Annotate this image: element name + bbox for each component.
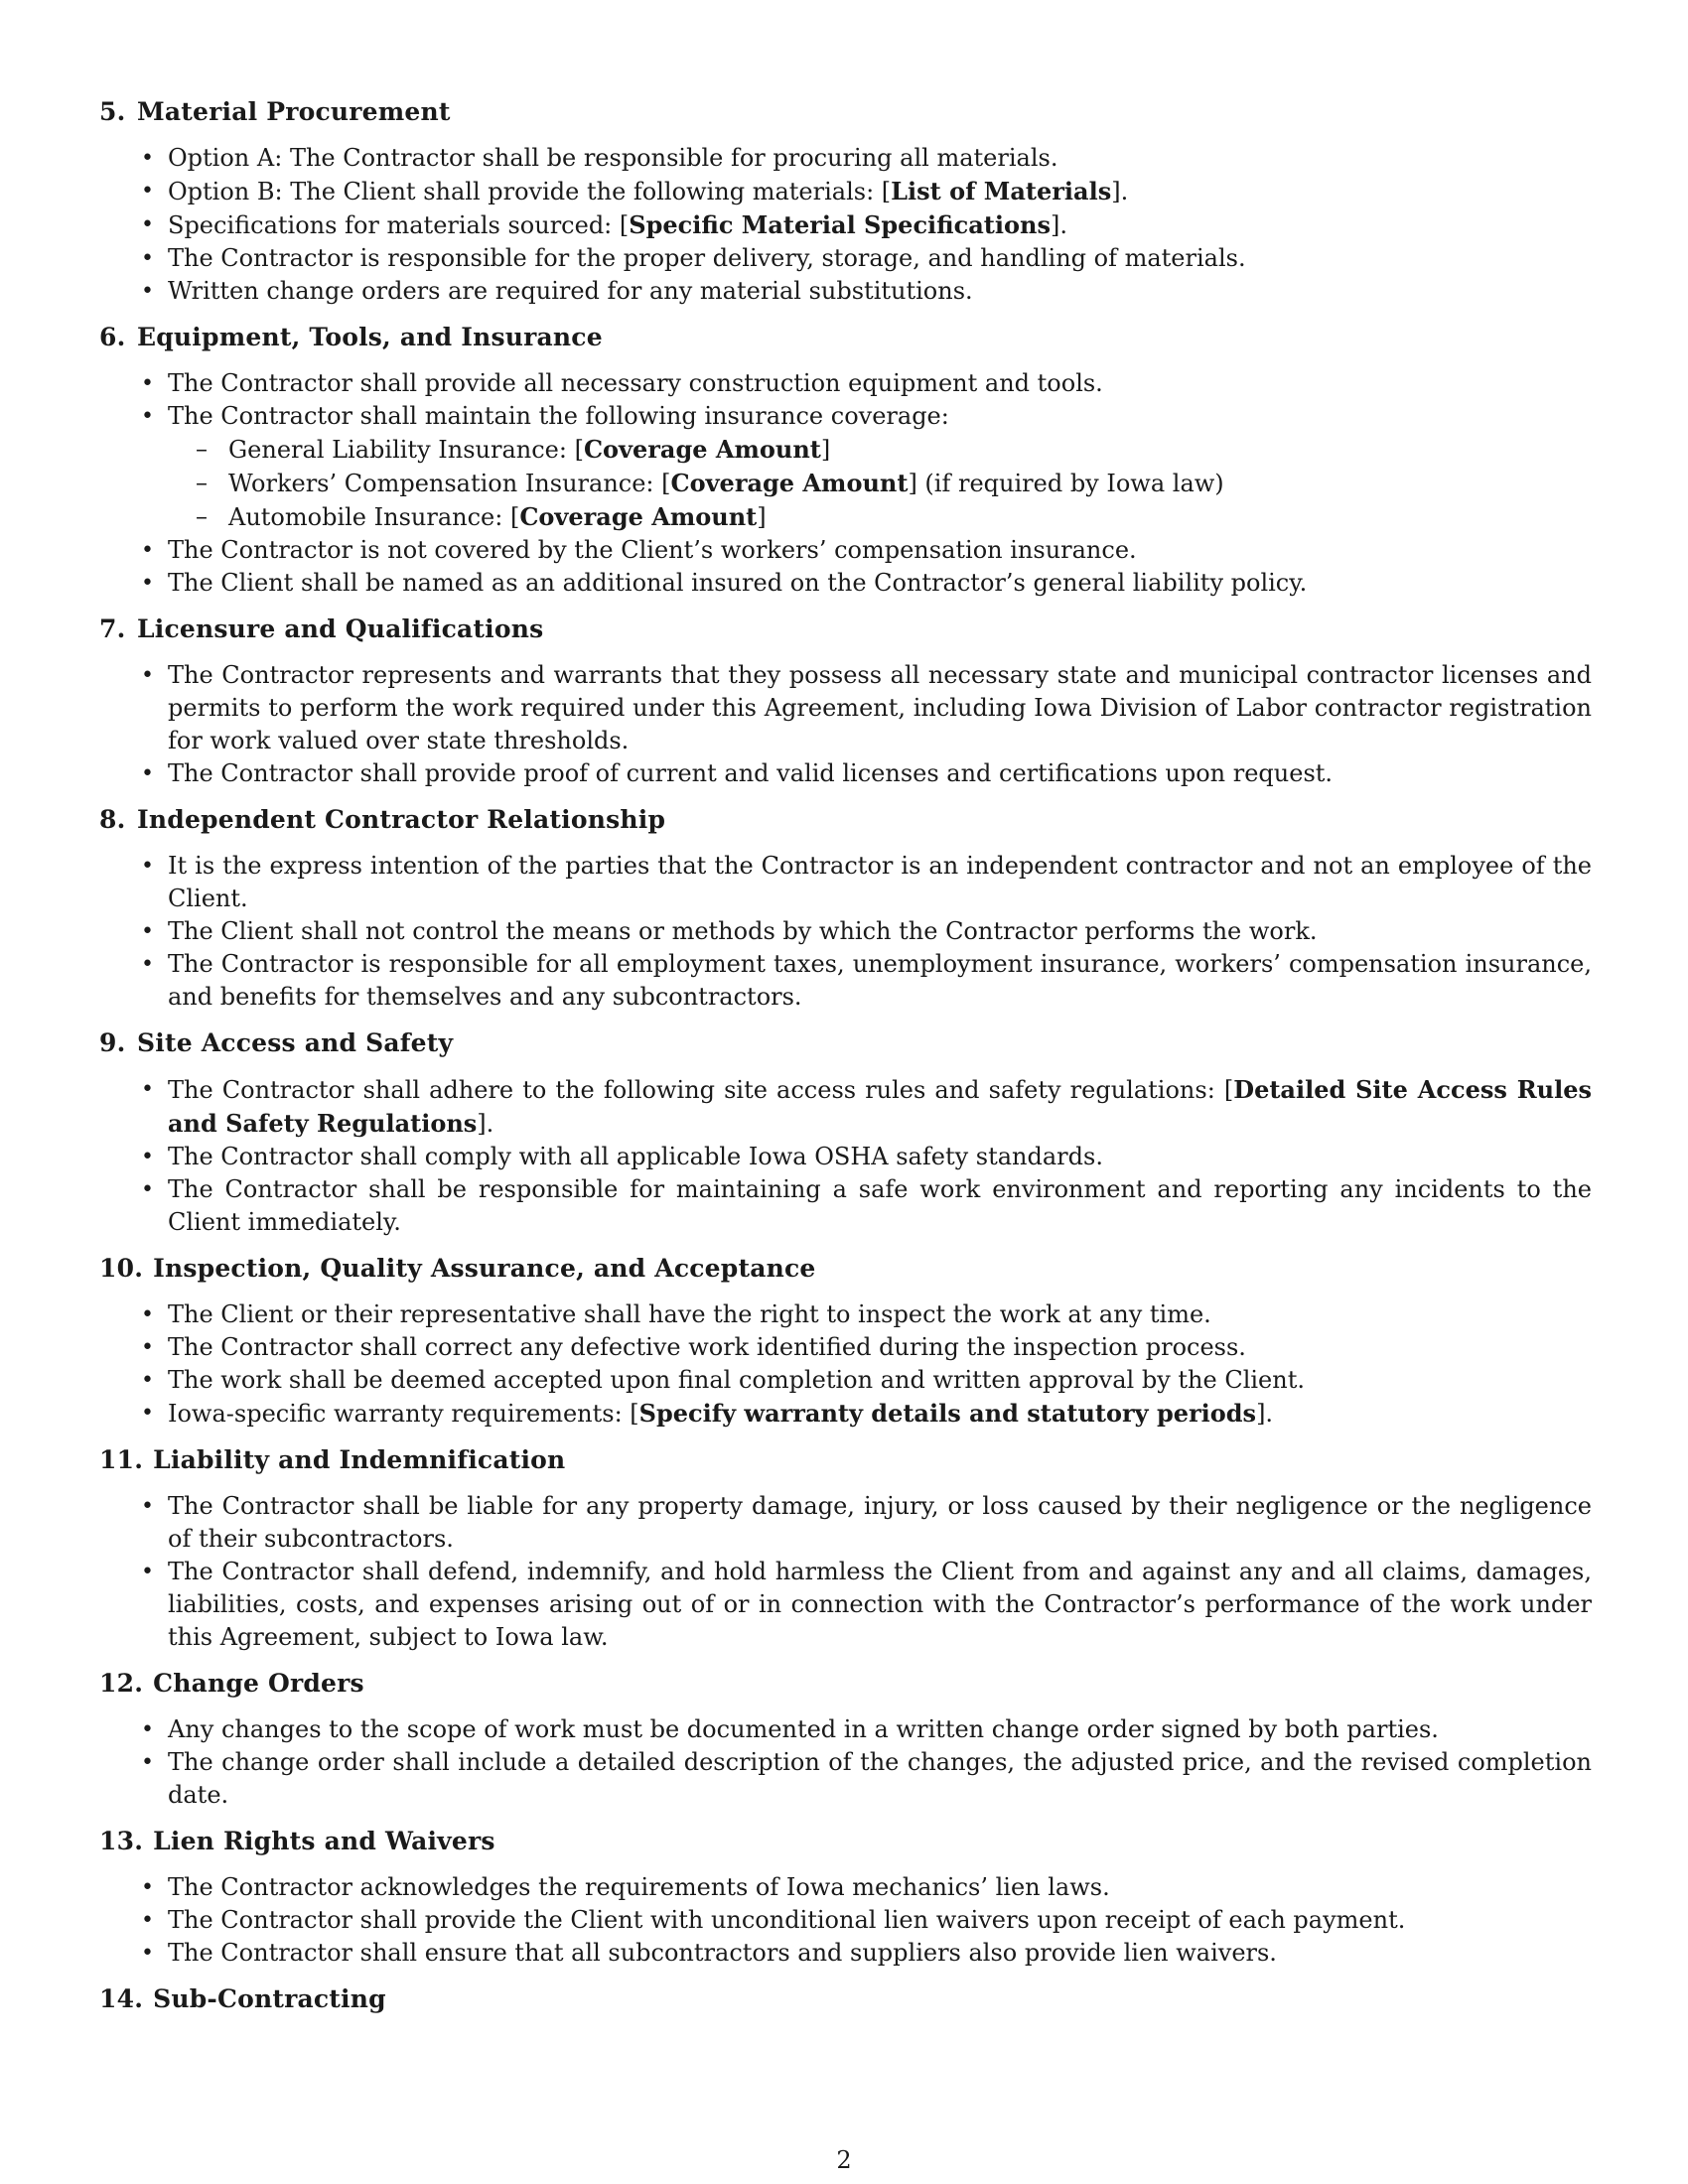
item-text: The Contractor acknowledges the requirements of Iowa mechanics’ lien laws. [168,1873,1110,1901]
list-item [99,275,1592,308]
item-text: The Contractor shall ensure that all subcontractors and suppliers also provide lien waivers. [168,1939,1277,1967]
section-heading [99,95,1592,128]
dash-icon: – [196,435,208,463]
sub-list [168,433,1592,534]
section-material-procurement [99,95,1592,308]
section-licensure-and-qualifications [99,613,1592,790]
list-item [99,948,1592,1014]
item-text: Automobile Insurance: [ [228,503,520,531]
item-text: Any changes to the scope of work must be documented in a written change order signed by both parties. [168,1715,1439,1743]
list-item [99,567,1592,600]
item-text: The change order shall include a detailed description of the changes, the adjusted price, and the revised completion date. [168,1748,1592,1809]
bullet-icon: • [141,761,154,786]
section-number: 6. [99,323,126,351]
bullet-icon: • [141,146,154,171]
placeholder-field: Coverage Amount [670,469,909,497]
bullet-icon: • [141,371,154,396]
item-text: ]. [1050,211,1067,239]
section-title: Lien Rights and Waivers [153,1827,495,1855]
item-text: ]. [1111,178,1129,205]
sub-list-item [168,467,1592,500]
list-item [99,757,1592,790]
list-item [99,1298,1592,1331]
placeholder-field: Coverage Amount [583,435,821,464]
section-heading [99,1982,1592,2015]
list-item [99,1871,1592,1904]
list-item [99,1556,1592,1654]
item-text: The Contractor is responsible for the proper delivery, storage, and handling of materials. [168,244,1246,272]
item-text: The Contractor shall adhere to the following site access rules and safety regulations: [ [168,1076,1234,1104]
bullet-icon: • [141,1908,154,1933]
bullet-icon: • [141,919,154,944]
item-text: ] [820,436,831,464]
item-text: The Contractor shall be liable for any property damage, injury, or loss caused by their negligence or the negligence of their subcontractors. [168,1492,1592,1553]
bullet-icon: • [141,1302,154,1327]
bullet-icon: • [141,571,154,596]
item-text: ]. [1256,1400,1274,1428]
list-item [99,142,1592,175]
section-number: 8. [99,805,126,834]
list-item [99,1073,1592,1141]
section-number: 10. [99,1254,144,1283]
list-item [99,1397,1592,1431]
bullet-list [99,1871,1592,1970]
section-inspection-quality-assurance-and-acceptance [99,1252,1592,1431]
list-item [99,850,1592,915]
list-item [99,1713,1592,1746]
list-item [99,1490,1592,1556]
section-change-orders [99,1667,1592,1812]
list-item [99,367,1592,400]
bullet-list [99,1713,1592,1812]
section-title: Material Procurement [137,97,451,126]
list-item [99,208,1592,242]
bullet-icon: • [141,538,154,563]
item-text: Specifications for materials sourced: [ [168,211,630,239]
section-heading [99,1443,1592,1476]
bullet-icon: • [141,279,154,304]
section-lien-rights-and-waivers [99,1825,1592,1970]
section-title: Licensure and Qualifications [137,614,544,643]
section-title: Change Orders [153,1669,364,1698]
section-number: 13. [99,1827,144,1855]
dash-icon: – [196,502,208,530]
section-heading [99,321,1592,353]
list-item [99,1364,1592,1397]
section-title: Site Access and Safety [137,1028,454,1057]
section-title: Independent Contractor Relationship [137,805,666,834]
item-text: Written change orders are required for any material substitutions. [168,277,973,305]
list-item [99,1904,1592,1937]
item-text: The work shall be deemed accepted upon final completion and written approval by the Client. [168,1366,1305,1394]
bullet-icon: • [141,1335,154,1360]
section-heading [99,613,1592,645]
placeholder-field: Coverage Amount [519,502,758,531]
bullet-icon: • [141,1177,154,1202]
dash-icon: – [196,469,208,496]
item-text: The Contractor is not covered by the Client’s workers’ compensation insurance. [168,536,1137,564]
item-text: The Contractor shall be responsible for maintaining a safe work environment and reporting any incidents to the Client immediately. [168,1175,1592,1236]
bullet-icon: • [141,1401,154,1426]
bullet-icon: • [141,854,154,879]
list-item [99,1331,1592,1364]
section-number: 5. [99,97,126,126]
item-text: The Contractor shall maintain the following insurance coverage: [168,402,949,430]
item-text: General Liability Insurance: [ [228,436,584,464]
section-site-access-and-safety [99,1026,1592,1239]
item-text: Option B: The Client shall provide the following materials: [ [168,178,892,205]
list-item [99,915,1592,948]
section-independent-contractor-relationship [99,803,1592,1014]
bullet-icon: • [141,1368,154,1393]
bullet-icon: • [141,1717,154,1742]
section-heading [99,1026,1592,1059]
section-number: 7. [99,614,126,643]
document-body [99,95,1592,2029]
item-text: The Client shall be named as an additional insured on the Contractor’s general liability policy. [168,569,1308,597]
item-text: ] (if required by Iowa law) [908,470,1224,497]
item-text: ]. [477,1110,494,1138]
bullet-icon: • [141,1560,154,1584]
item-text: It is the express intention of the parties that the Contractor is an independent contractor and not an employee of the Client. [168,852,1592,912]
bullet-list [99,1490,1592,1654]
section-equipment-tools-and-insurance [99,321,1592,600]
list-item [99,400,1592,534]
list-item [99,242,1592,275]
sub-list-item [168,500,1592,534]
section-title: Sub-Contracting [153,1984,386,2013]
item-text: The Contractor shall provide proof of current and valid licenses and certifications upon request. [168,759,1334,787]
bullet-list [99,850,1592,1014]
bullet-list [99,1073,1592,1239]
placeholder-field: List of Materials [891,177,1112,205]
bullet-icon: • [141,952,154,977]
section-heading [99,1667,1592,1700]
section-number: 12. [99,1669,144,1698]
section-title: Liability and Indemnification [153,1445,566,1474]
item-text: The Contractor shall provide the Client with unconditional lien waivers upon receipt of each payment. [168,1906,1406,1934]
bullet-list [99,1298,1592,1431]
bullet-list [99,142,1592,308]
bullet-icon: • [141,246,154,271]
section-title: Equipment, Tools, and Insurance [137,323,603,351]
item-text: The Contractor shall defend, indemnify, and hold harmless the Client from and against any and all claims, damages, liabilities, costs, and expenses arising out of or in connection with the Contractor’s performance of the work under this Agreement, subject to Iowa law. [168,1558,1592,1651]
item-text: The Client shall not control the means or methods by which the Contractor performs the work. [168,917,1318,945]
item-text: The Contractor shall provide all necessary construction equipment and tools. [168,369,1103,397]
item-text: ] [757,503,767,531]
placeholder-field: Detailed Site Access Rules and Safety Regulations [168,1075,1592,1138]
list-item [99,1141,1592,1173]
bullet-icon: • [141,404,154,429]
section-sub-contracting [99,1982,1592,2015]
bullet-list [99,659,1592,790]
section-heading [99,803,1592,836]
section-liability-and-indemnification [99,1443,1592,1654]
page-number: 2 [836,2146,852,2174]
sub-list-item [168,433,1592,467]
bullet-icon: • [141,1941,154,1966]
section-heading [99,1825,1592,1857]
bullet-icon: • [141,1145,154,1169]
item-text: The Contractor shall correct any defective work identified during the inspection process. [168,1333,1246,1361]
section-number: 14. [99,1984,144,2013]
placeholder-field: Specify warranty details and statutory periods [638,1399,1257,1428]
bullet-icon: • [141,212,154,237]
item-text: The Contractor is responsible for all employment taxes, unemployment insurance, workers’ compensation insurance, and benefits for themselves and any subcontractors. [168,950,1592,1011]
item-text: The Client or their representative shall have the right to inspect the work at any time. [168,1300,1211,1328]
list-item [99,534,1592,567]
bullet-list [99,367,1592,600]
item-text: Iowa-specific warranty requirements: [ [168,1400,639,1428]
placeholder-field: Specific Material Specifications [629,210,1051,239]
bullet-icon: • [141,179,154,204]
list-item [99,1173,1592,1239]
bullet-icon: • [141,663,154,688]
bullet-icon: • [141,1875,154,1900]
item-text: Workers’ Compensation Insurance: [ [228,470,671,497]
item-text: The Contractor represents and warrants that they possess all necessary state and municipal contractor licenses and permits to perform the work required under this Agreement, including Iowa Division of Labor contractor registration for work valued over state thresholds. [168,661,1592,754]
item-text: The Contractor shall comply with all applicable Iowa OSHA safety standards. [168,1143,1103,1170]
item-text: Option A: The Contractor shall be responsible for procuring all materials. [168,144,1058,172]
section-number: 11. [99,1445,144,1474]
bullet-icon: • [141,1077,154,1102]
list-item [99,1937,1592,1970]
bullet-icon: • [141,1750,154,1775]
list-item [99,1746,1592,1812]
section-heading [99,1252,1592,1285]
section-title: Inspection, Quality Assurance, and Acceptance [153,1254,816,1283]
section-number: 9. [99,1028,126,1057]
bullet-icon: • [141,1494,154,1519]
list-item [99,175,1592,208]
list-item [99,659,1592,757]
